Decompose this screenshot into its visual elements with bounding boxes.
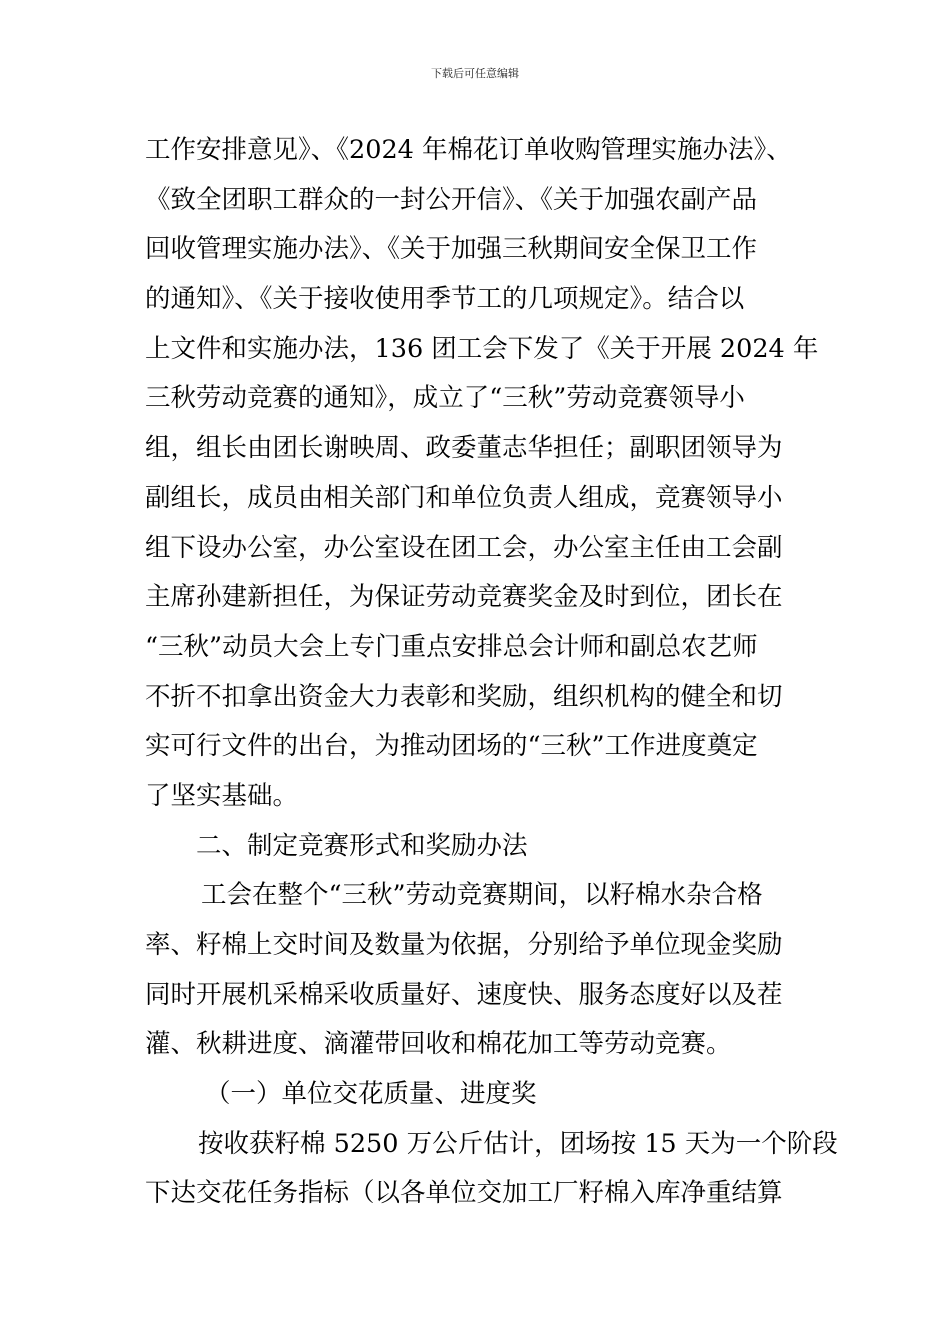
paragraph-line: 了坚实基础。 (145, 780, 299, 811)
paragraph-line: 不折不扣拿出资金大力表彰和奖励，组织机构的健全和切 (145, 681, 783, 712)
paragraph-line: 灌、秋耕进度、滴灌带回收和棉花加工等劳动竞赛。 (145, 1029, 732, 1060)
paragraph-line: 组，组长由团长谢映周、政委董志华担任；副职团领导为 (145, 433, 783, 464)
paragraph-line: 下达交花任务指标（以各单位交加工厂籽棉入库净重结算 (145, 1178, 783, 1209)
document-body (145, 126, 838, 1219)
paragraph-line: 组下设办公室，办公室设在团工会，办公室主任由工会副 (145, 532, 783, 563)
paragraph-line: 副组长，成员由相关部门和单位负责人组成，竞赛领导小 (145, 482, 783, 513)
paragraph-line: 回收管理实施办法》、《关于加强三秋期间安全保卫工作 (145, 234, 758, 265)
paragraph-line: 上文件和实施办法，136 团工会下发了《关于开展 2024 年 (145, 333, 819, 364)
paragraph-line: 同时开展机采棉采收质量好、速度快、服务态度好以及茬 (145, 979, 783, 1010)
paragraph-line: 实可行文件的出台，为推动团场的“三秋”工作进度奠定 (145, 731, 758, 762)
paragraph-line: 三秋劳动竞赛的通知》，成立了“三秋”劳动竞赛领导小 (145, 383, 745, 414)
paragraph-line: 主席孙建新担任，为保证劳动竞赛奖金及时到位，团长在 (145, 582, 783, 613)
paragraph-line: 《致全团职工群众的一封公开信》、《关于加强农副产品 (145, 184, 758, 215)
paragraph-line: 的通知》、《关于接收使用季节工的几项规定》。结合以 (145, 284, 745, 315)
subsection-heading: （一）单位交花质量、进度奖 (205, 1079, 537, 1110)
paragraph-line: 按收获籽棉 5250 万公斤估计，团场按 15 天为一个阶段 (198, 1128, 838, 1159)
paragraph-line: 率、籽棉上交时间及数量为依据，分别给予单位现金奖励 (145, 930, 783, 960)
paragraph-line: 工作安排意见》、《2024 年棉花订单收购管理实施办法》、 (145, 135, 792, 165)
paragraph-line: “三秋”动员大会上专门重点安排总会计师和副总农艺师 (145, 631, 758, 662)
page-header: 下载后可任意编辑 (431, 67, 519, 80)
paragraph-line: 工会在整个“三秋”劳动竞赛期间，以籽棉水杂合格 (201, 880, 763, 911)
section-heading: 二、制定竞赛形式和奖励办法 (196, 830, 528, 861)
